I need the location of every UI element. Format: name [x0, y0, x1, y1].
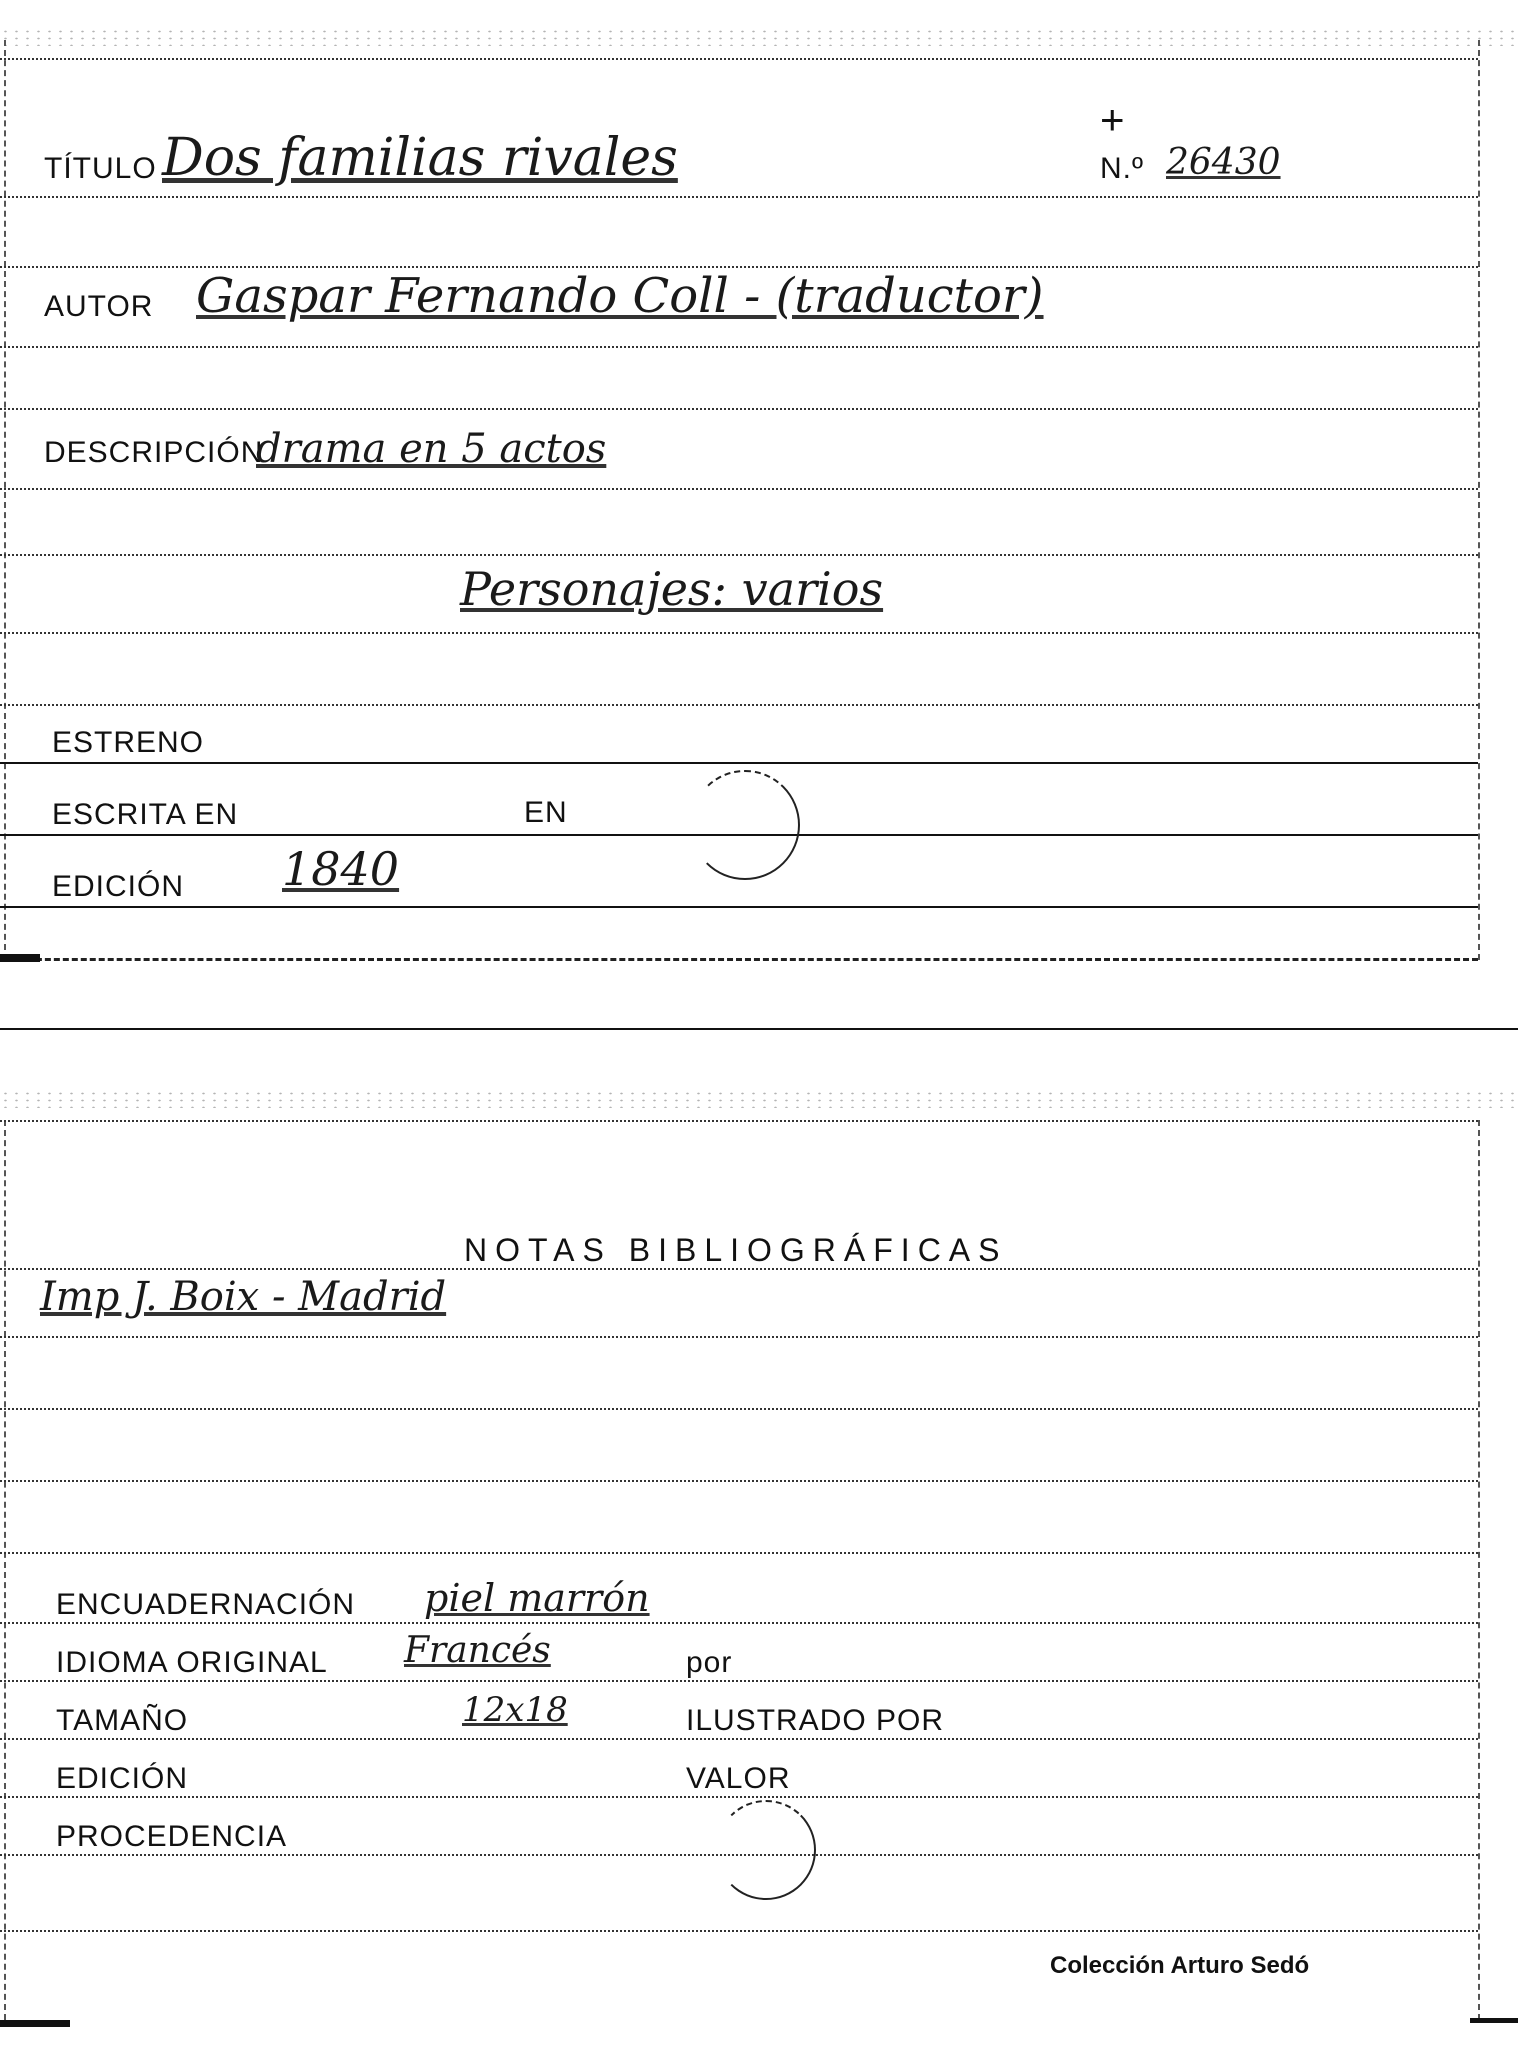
ruled-line — [0, 1796, 1478, 1798]
autor-value: Gaspar Fernando Coll - (traductor) — [196, 268, 1044, 324]
tamano-label: TAMAÑO — [56, 1704, 189, 1737]
card-left-edge — [4, 1120, 6, 2020]
ruled-line — [0, 1480, 1478, 1482]
autor-label: AUTOR — [44, 290, 154, 323]
encuadernacion-label: ENCUADERNACIÓN — [56, 1588, 356, 1621]
escrita-label: ESCRITA EN — [52, 798, 239, 831]
ruled-line — [0, 1408, 1478, 1410]
catalog-card-top — [0, 0, 1518, 1000]
card-right-edge — [1478, 1120, 1480, 2020]
card-top-edge — [0, 28, 1518, 46]
ruled-line — [0, 1336, 1478, 1338]
idioma-value: Francés — [404, 1630, 551, 1671]
encuadernacion-value: piel marrón — [424, 1576, 650, 1620]
estreno-label: ESTRENO — [52, 726, 205, 759]
ruled-line — [0, 906, 1478, 908]
numero-value: 26430 — [1166, 142, 1281, 183]
cross-mark: + — [1100, 96, 1126, 143]
catalog-card-bottom — [0, 1090, 1518, 2050]
procedencia-label: PROCEDENCIA — [56, 1820, 288, 1853]
ruled-line — [0, 346, 1478, 348]
ruled-line — [0, 1738, 1478, 1740]
collection-footer: Colección Arturo Sedó — [1050, 1952, 1310, 1979]
numero-label: N.º — [1100, 152, 1144, 185]
stamp-circle — [690, 770, 800, 880]
edicion-label-bottom: EDICIÓN — [56, 1762, 189, 1795]
titulo-label: TÍTULO — [44, 152, 157, 185]
personajes-value: Personajes: varios — [460, 562, 884, 616]
edicion-label: EDICIÓN — [52, 870, 185, 903]
card-top-edge — [0, 1090, 1518, 1108]
ilustrado-label: ILUSTRADO POR — [686, 1704, 945, 1737]
valor-label: VALOR — [686, 1762, 791, 1795]
corner-mark — [0, 2020, 70, 2027]
ruled-line — [0, 704, 1478, 706]
card-right-edge — [1478, 40, 1480, 960]
ruled-line — [0, 554, 1478, 556]
corner-mark — [0, 954, 40, 962]
idioma-label: IDIOMA ORIGINAL — [56, 1646, 328, 1679]
ruled-line — [0, 632, 1478, 634]
notas-heading: NOTAS BIBLIOGRÁFICAS — [464, 1232, 1008, 1268]
ruled-line — [0, 1680, 1478, 1682]
card-separator — [0, 1028, 1518, 1030]
ruled-line — [0, 1120, 1478, 1122]
card-left-edge — [4, 40, 6, 960]
edicion-value: 1840 — [282, 842, 400, 896]
descripcion-value: drama en 5 actos — [256, 426, 607, 472]
tamano-value: 12x18 — [462, 1690, 568, 1730]
corner-mark — [1470, 2018, 1518, 2023]
ruled-line — [0, 762, 1478, 764]
stamp-circle — [716, 1800, 816, 1900]
ruled-line — [0, 1552, 1478, 1554]
titulo-value: Dos familias rivales — [162, 128, 678, 188]
ruled-line — [0, 488, 1478, 490]
ruled-line — [0, 196, 1478, 198]
ruled-line — [0, 408, 1478, 410]
notes-value: Imp J. Boix - Madrid — [40, 1274, 447, 1320]
en-label: EN — [524, 796, 568, 829]
ruled-line — [0, 1622, 1478, 1624]
por-label: por — [686, 1646, 733, 1679]
ruled-line — [0, 958, 1478, 961]
ruled-line — [0, 58, 1478, 60]
descripcion-label: DESCRIPCIÓN — [44, 436, 264, 469]
ruled-line — [0, 1930, 1478, 1932]
